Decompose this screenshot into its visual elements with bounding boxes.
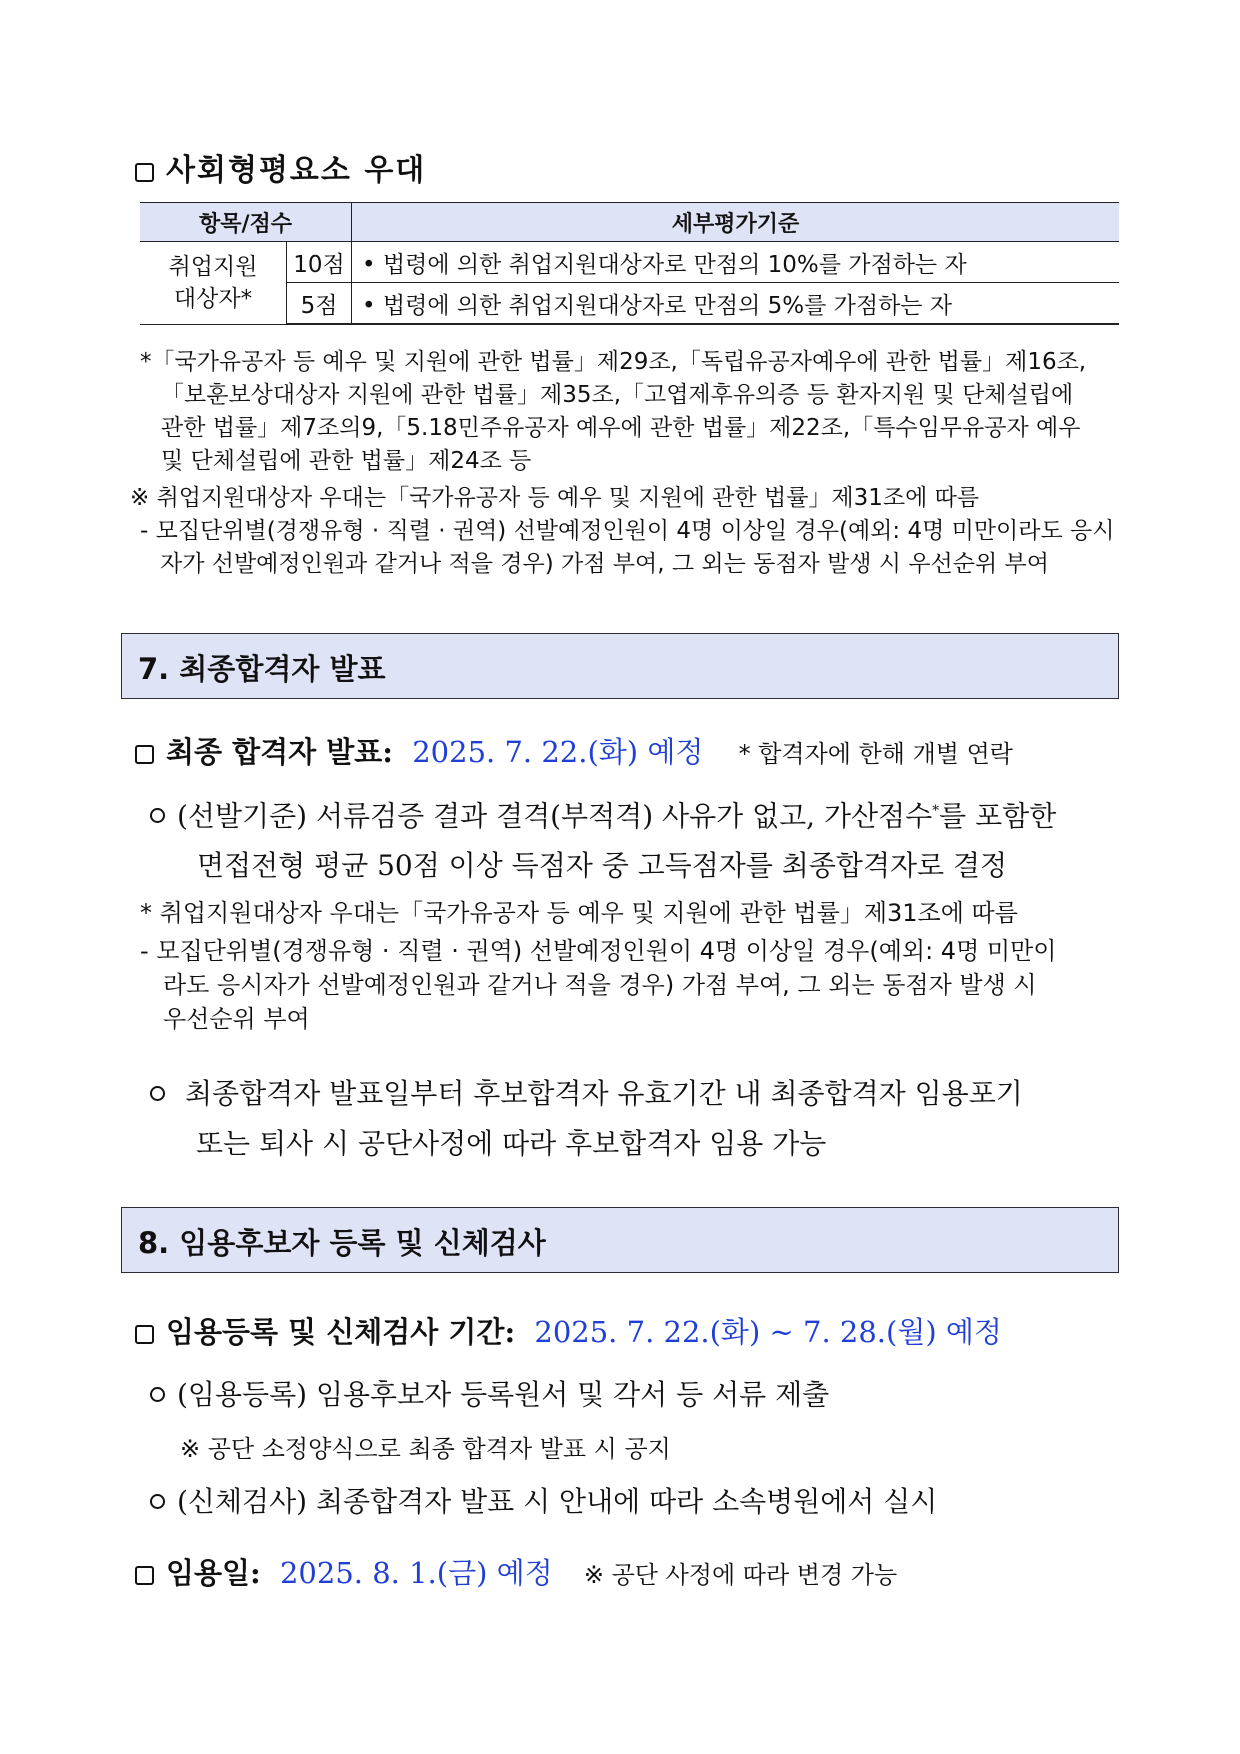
criteria-line: 면접전형 평균 50점 이상 득점자 중 고득점자를 최종합격자로 결정	[197, 849, 1008, 883]
period-label: 임용등록 및 신체검사 기간:	[166, 1315, 516, 1349]
criteria-cell: • 법령에 의한 취업지원대상자로 만점의 10%를 가점하는 자	[352, 242, 1120, 283]
preference-notice	[130, 482, 1125, 581]
final-announcement	[135, 730, 1013, 771]
category-cell	[140, 242, 287, 325]
registration-item	[150, 1374, 829, 1416]
footnote-line: 관한 법률」제7조의9,「5.18민주유공자 예우에 관한 법률」제22조,「특수임무유공자 예우	[161, 415, 1081, 441]
reserve-line: 또는 퇴사 시 공단사정에 따라 후보합격자 임용 가능	[196, 1127, 827, 1160]
header-criteria: 세부평가기준	[352, 203, 1120, 242]
medical-item	[150, 1481, 937, 1523]
section-7-header	[121, 633, 1119, 699]
criteria-cell: • 법령에 의한 취업지원대상자로 만점의 5%를 가점하는 자	[352, 283, 1120, 325]
category-line: 취업지원	[168, 253, 258, 280]
checkbox-square-icon	[135, 1566, 154, 1585]
reserve-text: 최종합격자 발표일부터 후보합격자 유효기간 내 최종합격자 임용포기	[185, 1077, 1023, 1110]
criteria-sup: *	[932, 803, 940, 819]
social-title: 사회형평요소 우대	[166, 153, 427, 188]
section-8-header	[121, 1207, 1119, 1273]
section-7-title: 7. 최종합격자 발표	[138, 652, 386, 686]
appoint-label: 임용일:	[166, 1556, 261, 1590]
criteria-text: 를 포함한	[939, 799, 1057, 833]
circle-bullet-icon	[150, 808, 165, 823]
selection-criteria	[150, 790, 1130, 887]
announce-label: 최종 합격자 발표:	[166, 735, 393, 769]
note-detail-line: 라도 응시자가 선발예정인원과 같거나 적을 경우) 가점 부여, 그 외는 동점자 발생 시	[163, 971, 1037, 999]
footnote-line: 및 단체설립에 관한 법률」제24조 등	[161, 448, 532, 474]
notice-line: ※ 취업지원대상자 우대는「국가유공자 등 예우 및 지원에 관한 법률」제31조에 따름	[130, 485, 980, 511]
register-text: (임용등록) 임용후보자 등록원서 및 각서 등 서류 제출	[177, 1378, 830, 1411]
checkbox-square-icon	[135, 163, 154, 182]
table-row	[140, 242, 1119, 283]
circle-bullet-icon	[150, 1494, 165, 1509]
circle-bullet-icon	[150, 1387, 165, 1402]
note-detail-line: 우선순위 부여	[163, 1005, 310, 1033]
section-8-title: 8. 임용후보자 등록 및 신체검사	[138, 1226, 546, 1260]
medical-text: (신체검사) 최종합격자 발표 시 안내에 따라 소속병원에서 실시	[177, 1485, 938, 1518]
score-cell: 10점	[287, 242, 352, 283]
footnote-line: 「보훈보상대상자 지원에 관한 법률」제35조,「고엽제후유의증 등 환자지원 및 단체설립에	[161, 382, 1074, 408]
evaluation-table	[140, 202, 1119, 325]
appointment-date	[135, 1551, 897, 1592]
checkbox-square-icon	[135, 745, 154, 764]
period-date: 2025. 7. 22.(화) ~ 7. 28.(월) 예정	[534, 1315, 1002, 1349]
category-line: 대상자*	[173, 285, 253, 312]
note-line: * 취업지원대상자 우대는「국가유공자 등 예우 및 지원에 관한 법률」제31조에 따름	[140, 899, 1018, 927]
appoint-date-value: 2025. 8. 1.(금) 예정	[279, 1556, 553, 1590]
reserve-line	[150, 1073, 1130, 1115]
announce-note: * 합격자에 한해 개별 연락	[738, 740, 1013, 768]
footnote-line: *「국가유공자 등 예우 및 지원에 관한 법률」제29조,「독립유공자예우에 관한 법률」제16조,	[140, 349, 1087, 375]
table-row	[140, 283, 1119, 325]
law-footnote	[140, 346, 1125, 478]
notice-detail-line: 자가 선발예정인원과 같거나 적을 경우) 가점 부여, 그 외는 동점자 발생 시 우선순위 부여	[160, 551, 1049, 577]
criteria-line	[150, 790, 1130, 837]
note-detail-line: - 모집단위별(경쟁유형 · 직렬 · 권역) 선발예정인원이 4명 이상일 경우(예외: 4명 미만이	[140, 937, 1057, 965]
header-item-score: 항목/점수	[140, 203, 352, 242]
checkbox-square-icon	[135, 1325, 154, 1344]
criteria-text: (선발기준) 서류검증 결과 결격(부적격) 사유가 없고, 가산점수	[177, 799, 933, 833]
table-header-row	[140, 203, 1119, 242]
announce-date: 2025. 7. 22.(화) 예정	[412, 735, 704, 769]
section-7-note	[140, 896, 1125, 1036]
notice-detail-line: - 모집단위별(경쟁유형 · 직렬 · 권역) 선발예정인원이 4명 이상일 경우(예외: 4명 미만이라도 응시	[140, 518, 1115, 544]
registration-note: ※ 공단 소정양식으로 최종 합격자 발표 시 공지	[180, 1435, 671, 1463]
section-social-heading	[135, 145, 426, 189]
reserve-candidate	[150, 1073, 1130, 1165]
registration-period	[135, 1310, 1002, 1351]
appoint-note: ※ 공단 사정에 따라 변경 가능	[583, 1561, 898, 1589]
score-cell: 5점	[287, 283, 352, 325]
circle-bullet-icon	[150, 1086, 165, 1101]
